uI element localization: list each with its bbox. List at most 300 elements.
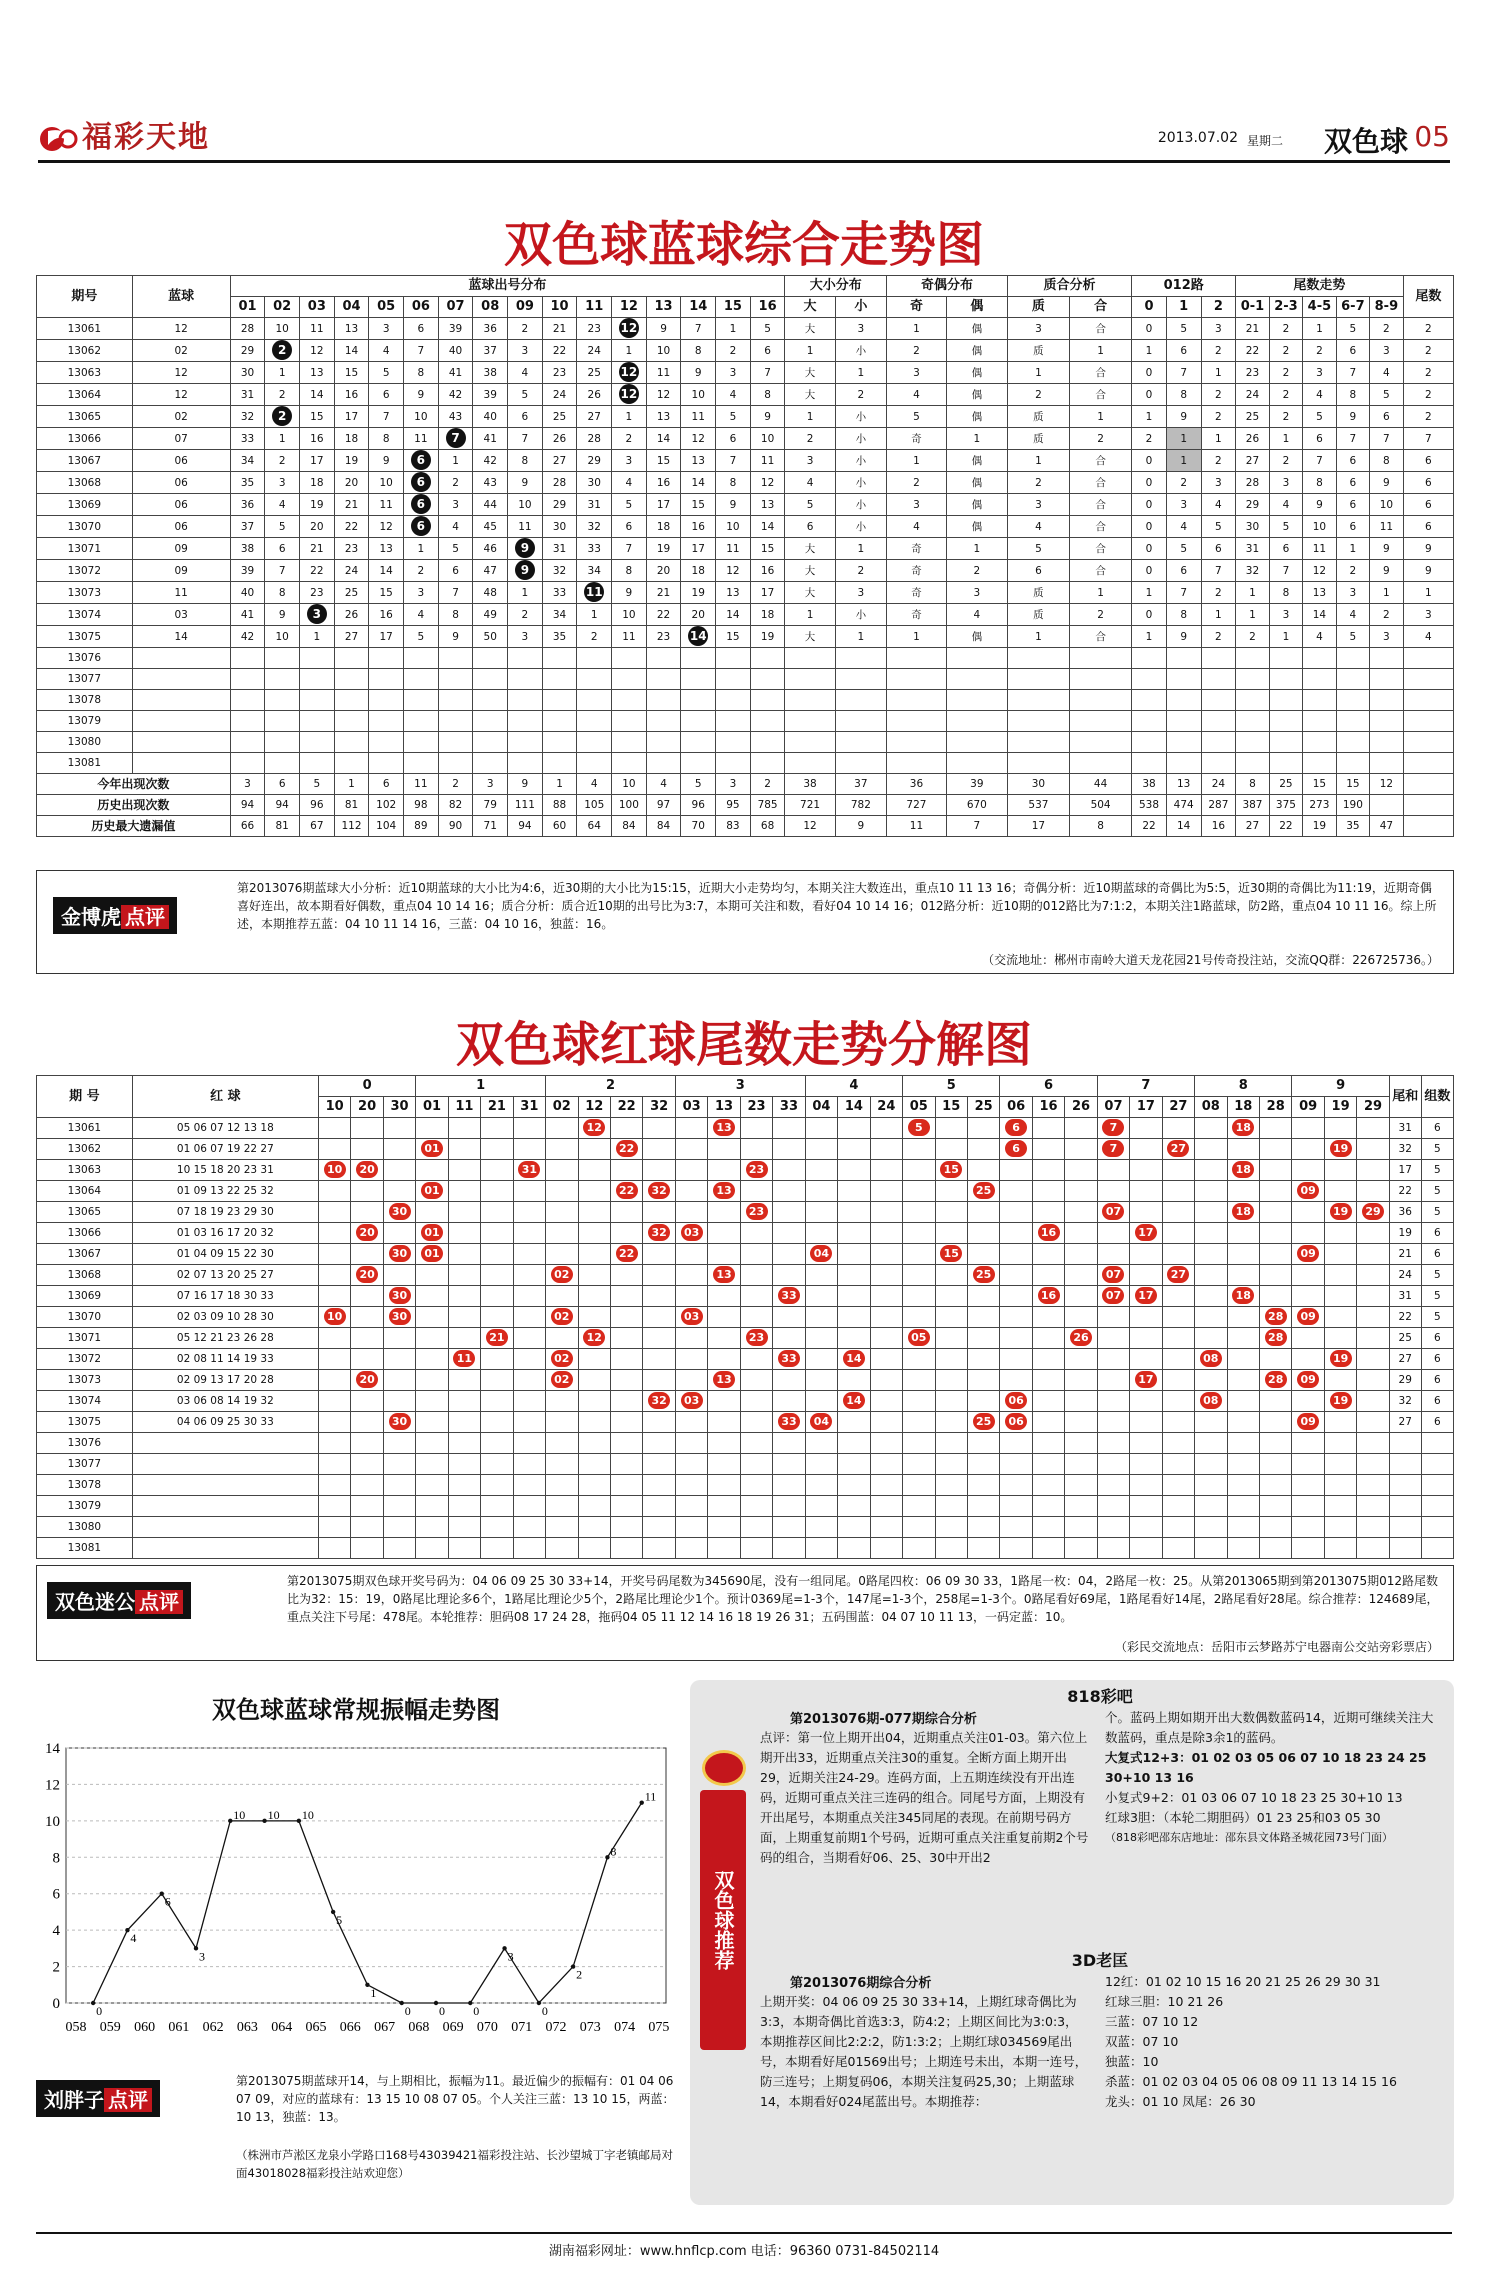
distribution-cell: 40 — [438, 340, 473, 362]
empty-cell — [334, 669, 369, 690]
stats-cell: 37 — [835, 774, 886, 795]
period-cell: 13063 — [37, 1160, 133, 1181]
tail-cell — [935, 1370, 967, 1391]
empty-cell — [716, 711, 751, 732]
empty-cell — [1269, 669, 1302, 690]
period-cell: 13078 — [37, 1475, 133, 1496]
distribution-cell: 38 — [473, 362, 508, 384]
empty-cell — [1357, 1475, 1389, 1496]
tail-cell — [708, 1223, 740, 1244]
period-cell: 13066 — [37, 1223, 133, 1244]
distribution-cell: 21 — [542, 318, 577, 340]
empty-cell — [383, 1496, 415, 1517]
stats-cell: 12 — [785, 816, 835, 837]
col-head-number: 18 — [1227, 1097, 1259, 1118]
red-ball: 04 — [810, 1245, 832, 1262]
distribution-cell: 10 — [716, 516, 751, 538]
x-tick-label: 066 — [339, 2020, 361, 2035]
analysis-cell: 5 — [1166, 318, 1201, 340]
tail-cell — [1065, 1244, 1097, 1265]
distribution-cell: 10 — [750, 428, 785, 450]
period-cell: 13077 — [37, 1454, 133, 1475]
empty-cell — [887, 753, 947, 774]
empty-cell — [383, 1433, 415, 1454]
distribution-cell: 10 — [612, 604, 647, 626]
tail-cell — [1097, 1391, 1129, 1412]
tail-cell — [805, 1286, 837, 1307]
empty-cell — [230, 690, 265, 711]
analysis-cell: 小 — [835, 472, 886, 494]
analysis-cell: 5 — [1166, 538, 1201, 560]
tail-cell — [1130, 1202, 1162, 1223]
red-ball: 27 — [1167, 1140, 1189, 1157]
empty-cell — [612, 690, 647, 711]
empty-cell — [1000, 1517, 1032, 1538]
empty-cell — [773, 1517, 806, 1538]
tail-cell — [903, 1307, 935, 1328]
empty-cell — [773, 1433, 806, 1454]
empty-cell — [708, 1454, 740, 1475]
distribution-cell — [577, 582, 612, 604]
tail-cell — [1162, 1181, 1194, 1202]
tail-cell — [1097, 1181, 1129, 1202]
analysis-cell: 6 — [785, 516, 835, 538]
empty-cell — [805, 1454, 837, 1475]
blue-value-cell: 02 — [132, 340, 230, 362]
tail-cell — [1292, 1202, 1324, 1223]
empty-cell — [1269, 753, 1302, 774]
distribution-cell: 1 — [265, 362, 300, 384]
analysis-cell: 7 — [1336, 428, 1369, 450]
distribution-cell: 5 — [612, 494, 647, 516]
analysis-cell: 2 — [1269, 406, 1302, 428]
distribution-cell: 5 — [716, 406, 751, 428]
distribution-cell: 17 — [369, 626, 404, 648]
empty-cell — [577, 711, 612, 732]
empty-cell — [805, 1538, 837, 1559]
tail-cell — [351, 1181, 383, 1202]
box2-right-line: 龙头：01 10 凤尾：26 30 — [1105, 2094, 1256, 2109]
empty-cell — [887, 732, 947, 753]
tail-cell — [1065, 1412, 1097, 1433]
distribution-cell: 8 — [716, 472, 751, 494]
red-ball: 23 — [746, 1161, 768, 1178]
tail-cell — [903, 1118, 935, 1139]
empty-cell — [835, 669, 886, 690]
analysis-cell: 合 — [1070, 318, 1132, 340]
distribution-cell: 33 — [230, 428, 265, 450]
empty-cell — [416, 1517, 448, 1538]
tail-cell — [967, 1370, 999, 1391]
data-point — [468, 2001, 472, 2005]
tail-cell — [903, 1202, 935, 1223]
distribution-cell: 11 — [716, 538, 751, 560]
stats-cell: 19 — [1303, 816, 1336, 837]
period-cell: 13071 — [37, 538, 133, 560]
tail-cell — [675, 1286, 707, 1307]
red-ball: 02 — [551, 1308, 573, 1325]
blue-value-cell: 07 — [132, 428, 230, 450]
distribution-cell: 9 — [646, 318, 681, 340]
empty-cell — [1201, 648, 1236, 669]
red-ball: 19 — [1330, 1140, 1352, 1157]
tail-cell — [1292, 1160, 1324, 1181]
empty-cell — [1303, 732, 1336, 753]
distribution-cell: 27 — [542, 450, 577, 472]
tail-cell — [675, 1181, 707, 1202]
distribution-cell: 2 — [612, 428, 647, 450]
tail-cell — [1097, 1328, 1129, 1349]
analysis-cell: 合 — [1070, 538, 1132, 560]
empty-cell — [870, 1475, 902, 1496]
analysis-cell: 7 — [1166, 362, 1201, 384]
period-cell: 13079 — [37, 711, 133, 732]
tail-cell — [448, 1286, 480, 1307]
tail-cell — [318, 1244, 350, 1265]
stats-cell — [1403, 774, 1453, 795]
empty-cell — [508, 690, 543, 711]
analysis-cell: 8 — [1303, 472, 1336, 494]
distribution-cell: 9 — [404, 384, 439, 406]
analysis-cell: 12 — [1303, 560, 1336, 582]
blue-ball: 6 — [411, 450, 431, 470]
period-cell: 13075 — [37, 1412, 133, 1433]
empty-cell — [1421, 1538, 1453, 1559]
distribution-cell: 1 — [438, 450, 473, 472]
red-ball: 01 — [421, 1245, 443, 1262]
col-head-sub: 0-1 — [1236, 297, 1269, 318]
groups-cell: 6 — [1421, 1412, 1453, 1433]
tail-cell — [805, 1349, 837, 1370]
distribution-cell: 7 — [404, 340, 439, 362]
tail-cell — [773, 1139, 806, 1160]
stats-cell: 84 — [612, 816, 647, 837]
tail-cell — [805, 1223, 837, 1244]
distribution-cell: 3 — [612, 450, 647, 472]
distribution-cell — [508, 560, 543, 582]
red-ball: 02 — [551, 1371, 573, 1388]
empty-cell — [946, 711, 1007, 732]
tail-cell — [708, 1202, 740, 1223]
tail-cell — [870, 1412, 902, 1433]
period-cell: 13067 — [37, 1244, 133, 1265]
tail-cell — [416, 1202, 448, 1223]
tail-cell — [903, 1286, 935, 1307]
comment-box-3 — [36, 2060, 676, 2195]
distribution-cell: 11 — [508, 516, 543, 538]
red-balls-cell: 02 07 13 20 25 27 — [132, 1265, 318, 1286]
tail-cell — [870, 1202, 902, 1223]
tail-cell — [578, 1223, 610, 1244]
distribution-cell: 33 — [542, 582, 577, 604]
col-head-sub: 2 — [1201, 297, 1236, 318]
empty-cell — [612, 753, 647, 774]
box2-subtitle: 第2013076期综合分析 — [790, 1976, 932, 1991]
empty-cell — [265, 648, 300, 669]
distribution-cell: 19 — [750, 626, 785, 648]
tail-cell — [740, 1244, 772, 1265]
blue-value-cell: 06 — [132, 450, 230, 472]
red-chart-title: 双色球红球尾数走势分解图 — [455, 1017, 1032, 1073]
empty-cell — [230, 669, 265, 690]
red-ball: 14 — [843, 1350, 865, 1367]
tail-cell — [643, 1349, 676, 1370]
period-cell: 13069 — [37, 1286, 133, 1307]
empty-cell — [230, 711, 265, 732]
analysis-cell: 3 — [1336, 582, 1369, 604]
data-label: 5 — [336, 1912, 343, 1927]
distribution-cell: 49 — [473, 604, 508, 626]
analysis-cell: 2 — [1166, 472, 1201, 494]
table-row — [37, 1370, 1454, 1391]
tail-cell — [1195, 1139, 1227, 1160]
analysis-cell: 24 — [1236, 384, 1269, 406]
empty-cell — [473, 648, 508, 669]
red-balls-cell: 02 09 13 17 20 28 — [132, 1370, 318, 1391]
blue-ball: 2 — [272, 340, 292, 360]
box2-right — [1105, 1972, 1440, 2112]
tail-cell — [481, 1412, 513, 1433]
tail-cell — [1324, 1118, 1356, 1139]
tail-cell — [351, 1412, 383, 1433]
empty-cell — [946, 732, 1007, 753]
empty-cell — [334, 648, 369, 669]
distribution-cell: 28 — [577, 428, 612, 450]
tail-cell — [838, 1118, 870, 1139]
empty-cell — [716, 732, 751, 753]
tail-cell — [513, 1370, 546, 1391]
analysis-cell: 7 — [1303, 450, 1336, 472]
empty-cell — [404, 648, 439, 669]
tail-cell — [481, 1391, 513, 1412]
red-ball: 18 — [1232, 1203, 1254, 1220]
empty-cell — [612, 732, 647, 753]
empty-cell — [1070, 690, 1132, 711]
tail-cell — [805, 1370, 837, 1391]
amplitude-line — [93, 1803, 642, 2003]
analysis-cell: 大 — [785, 560, 835, 582]
tail-cell — [870, 1265, 902, 1286]
analysis-cell: 0 — [1132, 318, 1167, 340]
tail-cell — [578, 1328, 610, 1349]
tail-cell — [318, 1160, 350, 1181]
table-row — [37, 1307, 1454, 1328]
distribution-cell: 2 — [577, 626, 612, 648]
stats-cell: 10 — [612, 774, 647, 795]
red-ball: 17 — [1135, 1224, 1157, 1241]
analysis-cell: 2 — [1201, 406, 1236, 428]
table-row — [37, 1118, 1454, 1139]
distribution-cell: 35 — [542, 626, 577, 648]
empty-cell — [1403, 732, 1453, 753]
distribution-cell: 32 — [542, 560, 577, 582]
col-head-number: 11 — [448, 1097, 480, 1118]
empty-cell — [887, 711, 947, 732]
empty-cell — [473, 732, 508, 753]
empty-cell — [369, 669, 404, 690]
blue-chart-title: 双色球蓝球综合走势图 — [503, 217, 984, 273]
empty-cell — [383, 1454, 415, 1475]
col-head-number: 15 — [716, 297, 751, 318]
empty-cell — [1065, 1475, 1097, 1496]
amp-chart-title: 双色球蓝球常规振幅走势图 — [212, 1696, 500, 1724]
distribution-cell: 3 — [404, 582, 439, 604]
data-label: 10 — [267, 1807, 280, 1822]
analysis-cell: 8 — [1336, 384, 1369, 406]
distribution-cell: 37 — [473, 340, 508, 362]
empty-cell — [578, 1538, 610, 1559]
tail-cell — [1130, 1370, 1162, 1391]
tail-cell — [1357, 1160, 1389, 1181]
analysis-cell: 8 — [1269, 582, 1302, 604]
tail-cell — [643, 1139, 676, 1160]
tail-cell — [1032, 1202, 1064, 1223]
distribution-cell: 36 — [230, 494, 265, 516]
red-ball: 20 — [356, 1224, 378, 1241]
analysis-cell: 3 — [1269, 472, 1302, 494]
distribution-cell: 26 — [577, 384, 612, 406]
col-head-number: 13 — [646, 297, 681, 318]
blue-ball: 3 — [307, 604, 327, 624]
tail-cell — [1259, 1349, 1291, 1370]
tail-cell — [1130, 1286, 1162, 1307]
tail-cell — [773, 1202, 806, 1223]
stats-cell: 16 — [1201, 816, 1236, 837]
commentator-tag-3: 刘胖子 点评 — [36, 2080, 160, 2117]
empty-cell — [481, 1433, 513, 1454]
empty-cell — [1007, 732, 1069, 753]
stats-cell: 11 — [887, 816, 947, 837]
empty-cell — [1227, 1433, 1259, 1454]
stats-cell: 13 — [1166, 774, 1201, 795]
col-head-number: 25 — [967, 1097, 999, 1118]
empty-cell — [1162, 1517, 1194, 1538]
empty-cell — [448, 1517, 480, 1538]
col-head-number: 21 — [481, 1097, 513, 1118]
red-balls-cell: 04 06 09 25 30 33 — [132, 1412, 318, 1433]
stats-cell: 35 — [1336, 816, 1369, 837]
empty-cell — [935, 1496, 967, 1517]
tail-cell — [1032, 1118, 1064, 1139]
empty-cell — [1259, 1496, 1291, 1517]
analysis-cell: 2 — [785, 428, 835, 450]
data-label: 8 — [610, 1844, 617, 1859]
tail-cell — [838, 1286, 870, 1307]
tail-cell — [578, 1139, 610, 1160]
red-ball: 09 — [1297, 1308, 1319, 1325]
empty-cell — [785, 711, 835, 732]
empty-cell — [438, 690, 473, 711]
empty-cell — [300, 711, 335, 732]
distribution-cell: 38 — [230, 538, 265, 560]
empty-cell — [1336, 711, 1369, 732]
tail-cell — [870, 1307, 902, 1328]
stats-cell: 102 — [369, 795, 404, 816]
tail-cell — [643, 1328, 676, 1349]
empty-cell — [300, 648, 335, 669]
distribution-cell — [265, 340, 300, 362]
col-head-number: 05 — [369, 297, 404, 318]
x-tick-label: 059 — [99, 2020, 121, 2035]
empty-cell — [967, 1538, 999, 1559]
distribution-cell: 30 — [577, 472, 612, 494]
stats-cell: 8 — [1236, 774, 1269, 795]
tail-cell — [903, 1139, 935, 1160]
tail-cell — [773, 1328, 806, 1349]
tail-cell — [903, 1349, 935, 1370]
red-ball: 04 — [810, 1413, 832, 1430]
tail-cell — [1000, 1160, 1032, 1181]
tail-cell — [318, 1307, 350, 1328]
tail-cell — [1195, 1244, 1227, 1265]
empty-cell — [681, 753, 716, 774]
distribution-cell: 14 — [646, 428, 681, 450]
tail-cell — [1324, 1139, 1356, 1160]
data-point — [502, 1946, 506, 1950]
empty-cell — [318, 1475, 350, 1496]
tail-cell — [416, 1370, 448, 1391]
red-ball: 13 — [713, 1371, 735, 1388]
tail-cell — [1097, 1307, 1129, 1328]
distribution-cell: 18 — [750, 604, 785, 626]
tail-cell — [838, 1307, 870, 1328]
empty-cell — [785, 648, 835, 669]
distribution-cell: 13 — [369, 538, 404, 560]
tailsum-cell: 21 — [1389, 1244, 1421, 1265]
analysis-cell: 11 — [1303, 538, 1336, 560]
empty-cell — [903, 1496, 935, 1517]
col-head-sub: 0 — [1132, 297, 1167, 318]
empty-cell — [1000, 1433, 1032, 1454]
y-tick-label: 10 — [45, 1813, 60, 1830]
period-cell: 13079 — [37, 1496, 133, 1517]
stats-cell: 94 — [230, 795, 265, 816]
col-head-number: 15 — [935, 1097, 967, 1118]
red-ball: 22 — [616, 1245, 638, 1262]
tail-cell — [1357, 1265, 1389, 1286]
empty-cell — [740, 1517, 772, 1538]
table-row — [37, 1475, 1454, 1496]
analysis-cell: 3 — [887, 362, 947, 384]
analysis-cell: 6 — [1336, 516, 1369, 538]
red-ball: 09 — [1297, 1413, 1319, 1430]
analysis-cell: 4 — [1336, 604, 1369, 626]
tail-cell — [870, 1349, 902, 1370]
distribution-cell: 25 — [577, 362, 612, 384]
col-head-number: 03 — [675, 1097, 707, 1118]
analysis-cell: 1 — [1201, 604, 1236, 626]
analysis-cell: 5 — [785, 494, 835, 516]
distribution-cell: 20 — [681, 604, 716, 626]
empty-cell — [675, 1454, 707, 1475]
stats-cell: 96 — [300, 795, 335, 816]
empty-cell — [708, 1475, 740, 1496]
tail-cell — [1292, 1391, 1324, 1412]
blue-value-cell: 02 — [132, 406, 230, 428]
empty-cell — [1389, 1475, 1421, 1496]
data-label: 0 — [439, 2004, 445, 2018]
analysis-cell: 2 — [1007, 472, 1069, 494]
tail-cell — [1000, 1412, 1032, 1433]
tail-cell — [610, 1202, 642, 1223]
tail-cell — [416, 1244, 448, 1265]
tail-cell — [578, 1370, 610, 1391]
table-row — [37, 1496, 1454, 1517]
empty-cell — [578, 1517, 610, 1538]
tail-cell — [870, 1118, 902, 1139]
tail-cell — [1195, 1349, 1227, 1370]
y-tick-label: 2 — [52, 1959, 60, 1976]
